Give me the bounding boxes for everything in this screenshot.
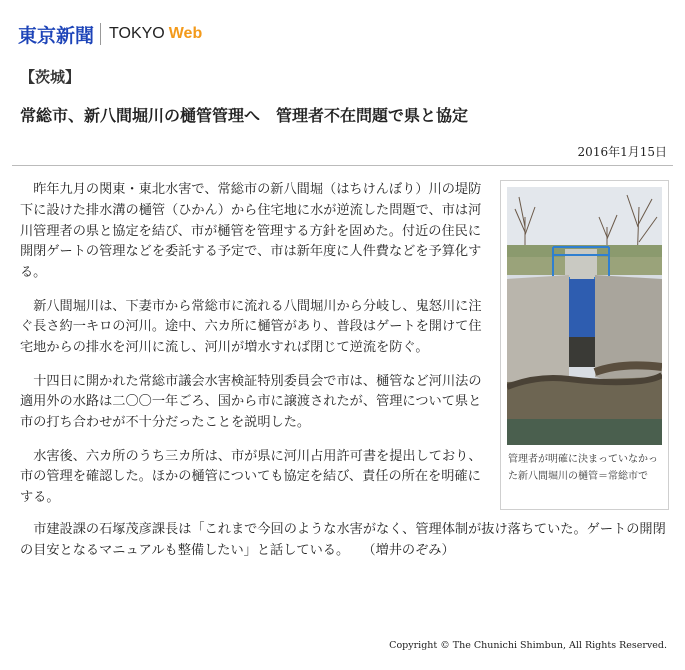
site-header	[18, 14, 202, 54]
article-headline: 常総市、新八間堀川の樋管管理へ 管理者不在問題で県と協定	[20, 106, 469, 125]
article-closing	[20, 520, 668, 562]
article-date: 2016年1月15日	[577, 145, 667, 159]
site-logo-jp[interactable]: 東京新聞	[18, 24, 95, 47]
copyright-notice: Copyright © The Chunichi Shimbun, All Rights Reserved.	[389, 640, 667, 651]
photo-caption: 管理者が明確に決まっていなかった新八間堀川の樋管＝常総市で	[508, 454, 658, 482]
article-paragraph: 市建設課の石塚茂彦課長は「これまで今回のような水害がなく、管理体制が抜け落ちていた。ゲートの開閉の目安となるマニュアルも整備したい」と話している。 （増井のぞみ）	[20, 522, 666, 558]
site-logo-en[interactable]: TOKYO	[109, 25, 165, 42]
article-paragraph: 新八間堀川は、下妻市から常総市に流れる八間堀川から分岐し、鬼怒川に注ぐ長さ約一キロの河川。途中、六カ所に樋管があり、普段はゲートを開けて住宅地からの排水を河川に流し、河川が増水すれば閉じて逆流を防ぐ。	[20, 298, 482, 356]
article-photo	[507, 187, 662, 445]
article-paragraph: 十四日に開かれた常総市議会水害検証特別委員会で市は、樋管など河川法の適用外の水路は二〇〇一年ごろ、国から市に譲渡されたが、管理について県と市の打ち合わせが不十分だったことを説明した。	[20, 373, 482, 431]
article-category: 【茨城】	[20, 68, 81, 86]
article-body	[20, 180, 493, 522]
article-paragraph: 水害後、六カ所のうち三カ所は、市が県に河川占用許可書を提出しており、市の管理を確認した。ほかの樋管についても協定を結び、責任の所在を明確にする。	[20, 448, 482, 506]
article-paragraph: 昨年九月の関東・東北水害で、常総市の新八間堀（はちけんぼり）川の堤防下に設けた排水溝の樋管（ひかん）から住宅地に水が逆流した問題で、市は河川管理者の県と協定を結び、市が樋管を管理する方針を固めた。付近の住民に開閉ゲートの管理などを委託する予定で、市は新年度に人件費などを予算化する。	[20, 182, 482, 281]
article-photo-box	[500, 180, 669, 510]
logo-divider	[100, 23, 101, 45]
site-logo-web[interactable]: Web	[168, 25, 203, 42]
header-divider	[12, 165, 673, 166]
